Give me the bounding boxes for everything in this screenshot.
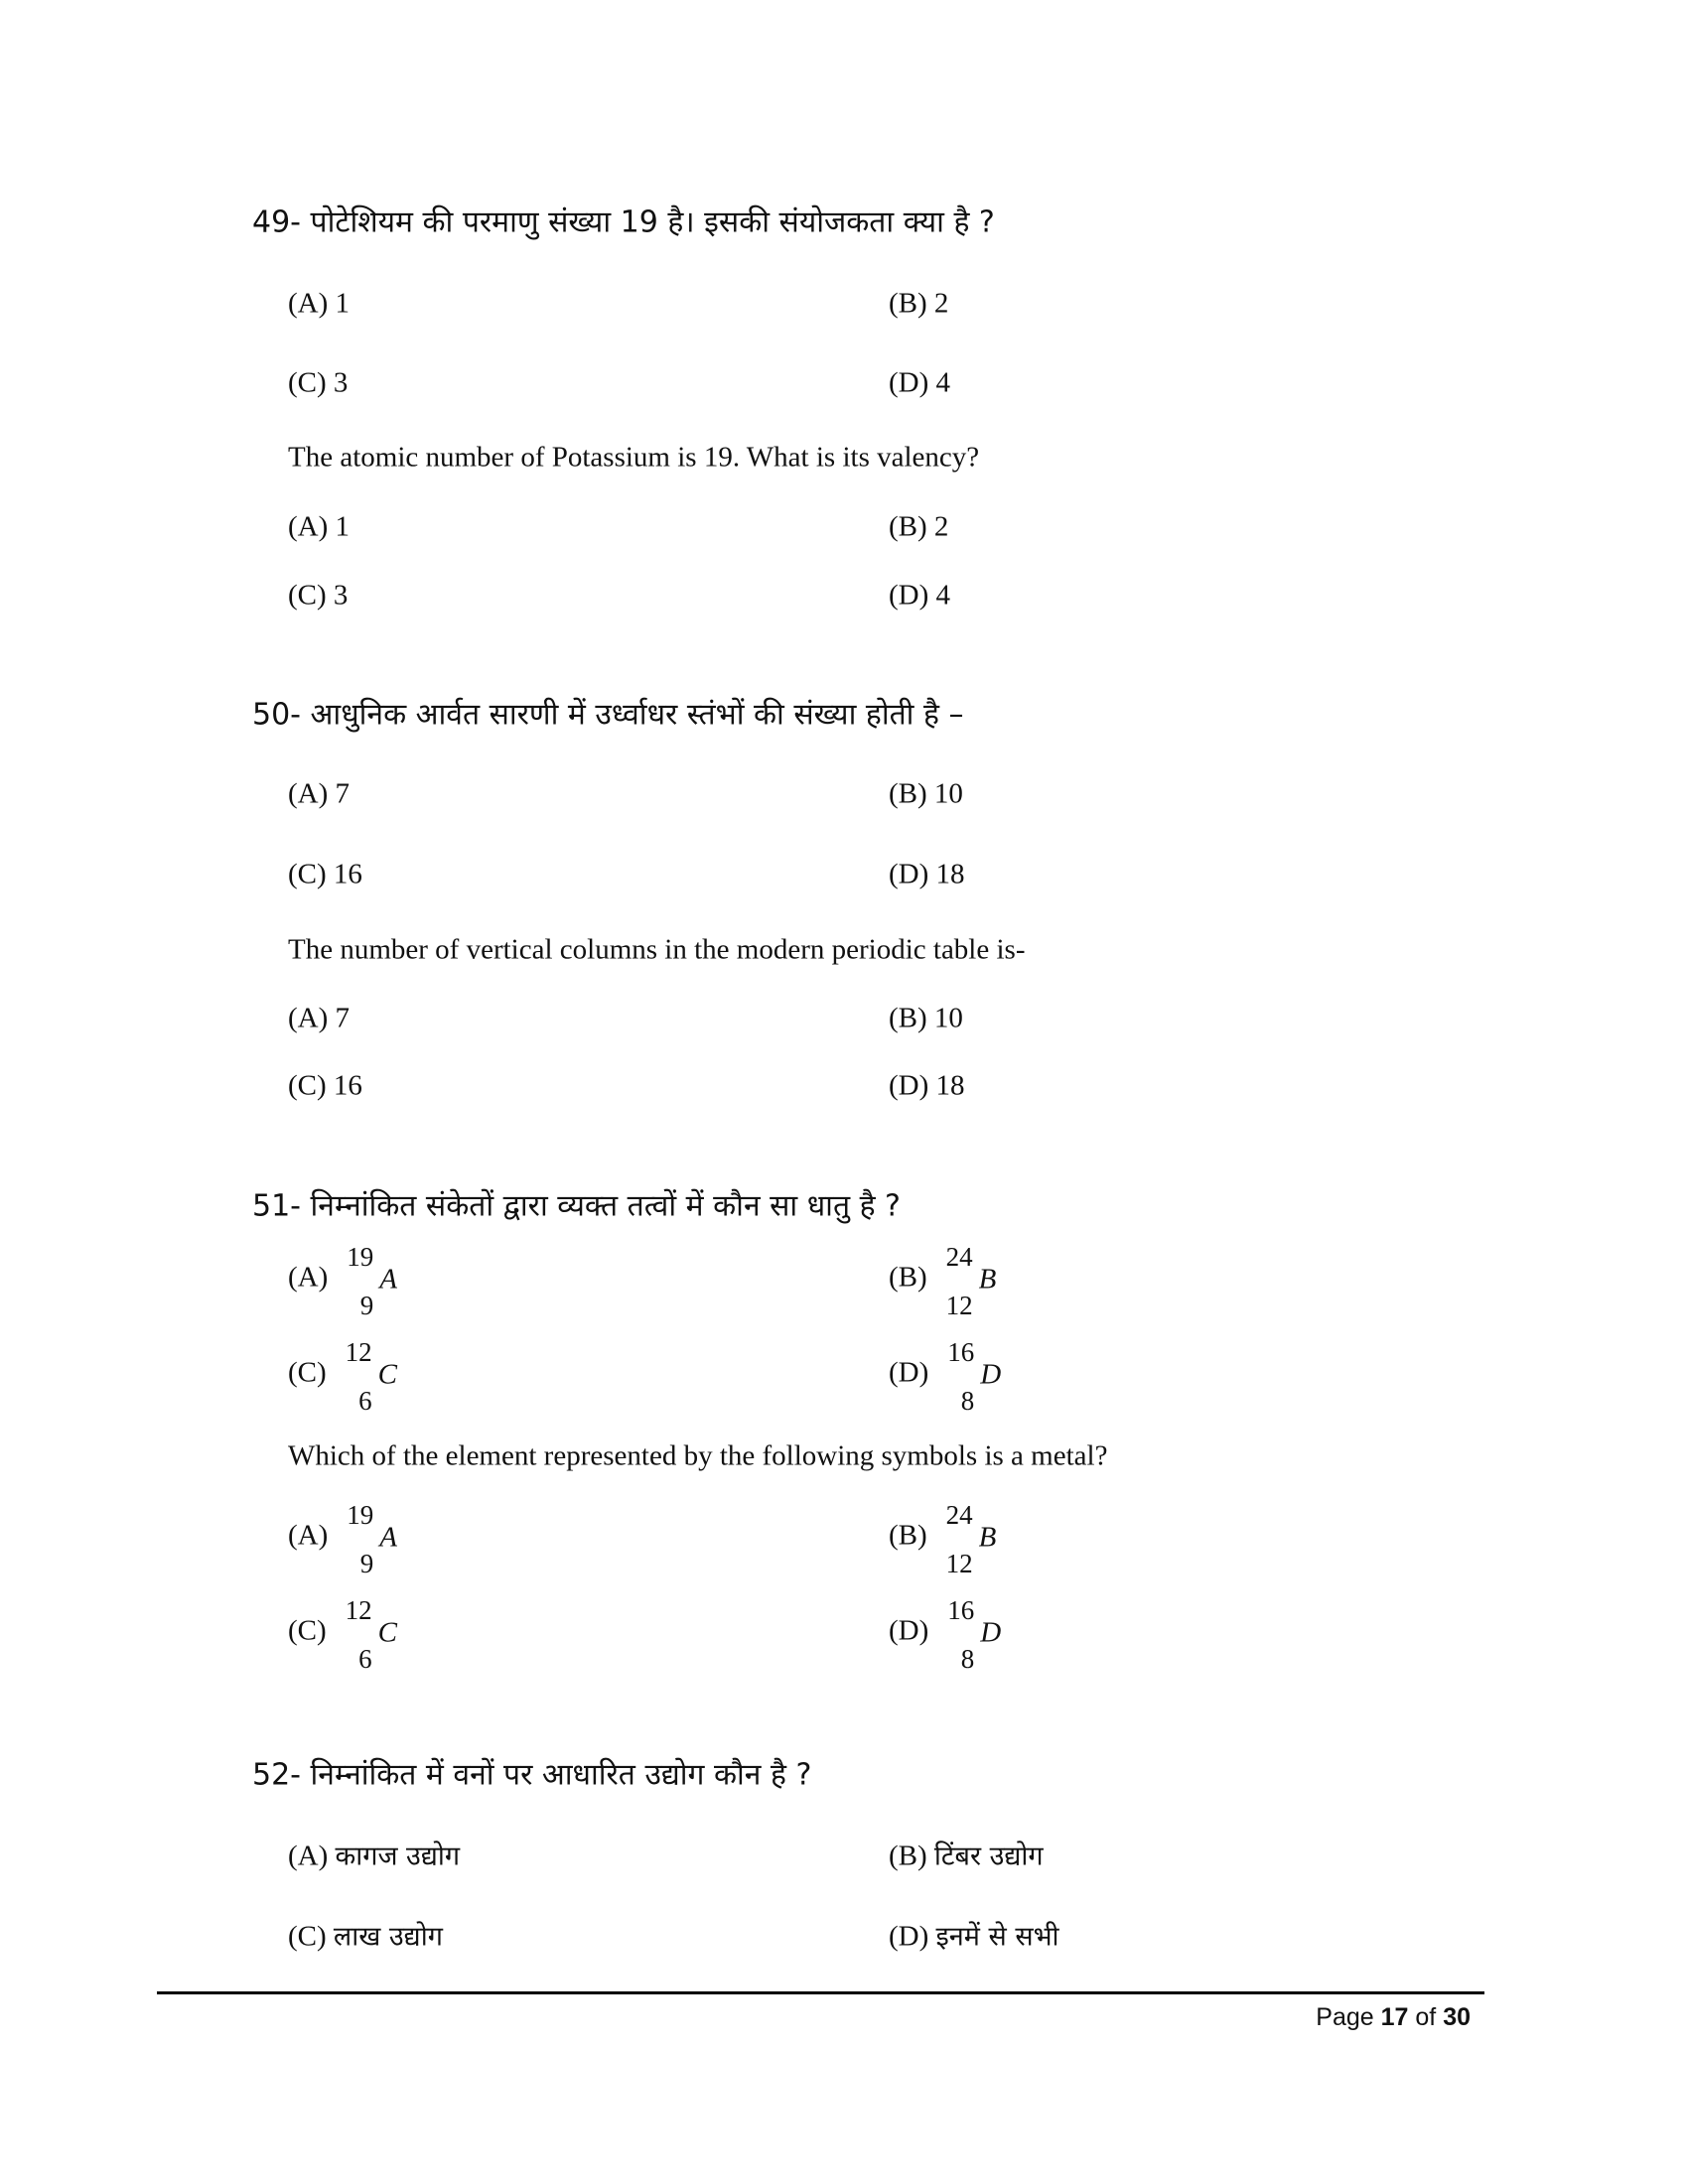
page-total: 30 xyxy=(1443,2003,1471,2031)
mass-number: 19 xyxy=(347,1500,374,1530)
page-prefix: Page xyxy=(1316,2003,1374,2031)
option: (A) 1 xyxy=(288,510,351,543)
option: (D) 18 xyxy=(889,858,965,890)
option: (B) 10 xyxy=(889,777,963,810)
element-symbol: C xyxy=(377,1358,398,1391)
option: (B) 2 xyxy=(889,287,949,320)
option: (A) 7 xyxy=(288,1002,351,1034)
option: (D) 18 xyxy=(889,1069,965,1102)
isotope-notation xyxy=(336,1500,379,1578)
option: (C) 3 xyxy=(288,366,349,399)
mass-number: 24 xyxy=(945,1242,973,1272)
option-label: (C) xyxy=(288,1614,327,1647)
option: (C) 16 xyxy=(288,858,362,890)
atomic-number: 6 xyxy=(358,1644,372,1674)
option-label: (B) xyxy=(889,1519,927,1552)
element-symbol: D xyxy=(980,1358,1002,1391)
option: (A) 1 xyxy=(288,287,351,320)
option-label: (C) xyxy=(288,1920,327,1953)
option-text: लाख उद्योग xyxy=(333,1921,443,1953)
option xyxy=(889,1837,1044,1873)
element-symbol: D xyxy=(980,1616,1002,1649)
option: (D) 4 xyxy=(889,366,951,399)
option-text: कागज उद्योग xyxy=(335,1841,461,1872)
footer-divider xyxy=(157,1991,1484,1994)
question-51-hindi: 51- निम्नांकित संकेतों द्वारा व्यक्त तत्वों में कौन सा धातु है ? xyxy=(252,1188,901,1224)
option xyxy=(288,1337,398,1416)
page-number xyxy=(1316,2003,1471,2032)
isotope-notation xyxy=(336,1242,379,1320)
mass-number: 16 xyxy=(947,1595,975,1625)
option xyxy=(288,1595,398,1674)
isotope-notation xyxy=(335,1337,378,1416)
atomic-number: 8 xyxy=(960,1644,975,1674)
option-label: (A) xyxy=(288,1519,329,1552)
mass-number: 12 xyxy=(345,1337,372,1367)
option xyxy=(288,1837,460,1873)
element-symbol: A xyxy=(379,1263,397,1296)
question-50-english: The number of vertical columns in the modern periodic table is- xyxy=(288,933,1026,966)
option: (B) 2 xyxy=(889,510,949,543)
page-current: 17 xyxy=(1380,2003,1409,2031)
option-label: (D) xyxy=(889,1920,929,1953)
mass-number: 19 xyxy=(347,1242,374,1272)
option-label: (A) xyxy=(288,1840,329,1872)
option-label: (D) xyxy=(889,1356,929,1389)
option: (B) 10 xyxy=(889,1002,963,1034)
option: (A) 7 xyxy=(288,777,351,810)
option xyxy=(889,1917,1059,1954)
option: (D) 4 xyxy=(889,579,951,612)
element-symbol: A xyxy=(379,1521,397,1554)
option xyxy=(288,1242,397,1320)
question-51-english: Which of the element represented by the following symbols is a metal? xyxy=(288,1439,1108,1472)
option xyxy=(889,1337,1002,1416)
atomic-number: 12 xyxy=(945,1291,973,1320)
mass-number: 16 xyxy=(947,1337,975,1367)
element-symbol: B xyxy=(978,1263,997,1296)
atomic-number: 9 xyxy=(359,1291,374,1320)
page-of: of xyxy=(1415,2003,1437,2031)
option: (C) 3 xyxy=(288,579,349,612)
option-label: (C) xyxy=(288,1356,327,1389)
question-52-hindi: 52- निम्नांकित में वनों पर आधारित उद्योग कौन है ? xyxy=(252,1757,812,1793)
option xyxy=(288,1917,443,1954)
question-49-hindi: 49- पोटेशियम की परमाणु संख्या 19 है। इसकी संयोजकता क्या है ? xyxy=(252,205,995,240)
isotope-notation xyxy=(935,1500,979,1578)
mass-number: 24 xyxy=(945,1500,973,1530)
option-label: (A) xyxy=(288,1261,329,1294)
isotope-notation xyxy=(335,1595,378,1674)
option: (C) 16 xyxy=(288,1069,362,1102)
option-text: इनमें से सभी xyxy=(935,1921,1059,1953)
atomic-number: 12 xyxy=(945,1549,973,1578)
isotope-notation xyxy=(936,1595,980,1674)
element-symbol: B xyxy=(978,1521,997,1554)
option-label: (D) xyxy=(889,1614,929,1647)
question-49-english: The atomic number of Potassium is 19. What is its valency? xyxy=(288,441,980,474)
atomic-number: 8 xyxy=(960,1386,975,1416)
option-text: टिंबर उद्योग xyxy=(933,1841,1044,1872)
option xyxy=(889,1595,1002,1674)
mass-number: 12 xyxy=(345,1595,372,1625)
option-label: (B) xyxy=(889,1840,927,1872)
isotope-notation xyxy=(936,1337,980,1416)
isotope-notation xyxy=(935,1242,979,1320)
option xyxy=(889,1500,997,1578)
option-label: (B) xyxy=(889,1261,927,1294)
atomic-number: 6 xyxy=(358,1386,372,1416)
question-50-hindi: 50- आधुनिक आर्वत सारणी में उर्ध्वाधर स्तंभों की संख्या होती है – xyxy=(252,697,964,733)
option xyxy=(889,1242,997,1320)
element-symbol: C xyxy=(377,1616,398,1649)
atomic-number: 9 xyxy=(359,1549,374,1578)
option xyxy=(288,1500,397,1578)
